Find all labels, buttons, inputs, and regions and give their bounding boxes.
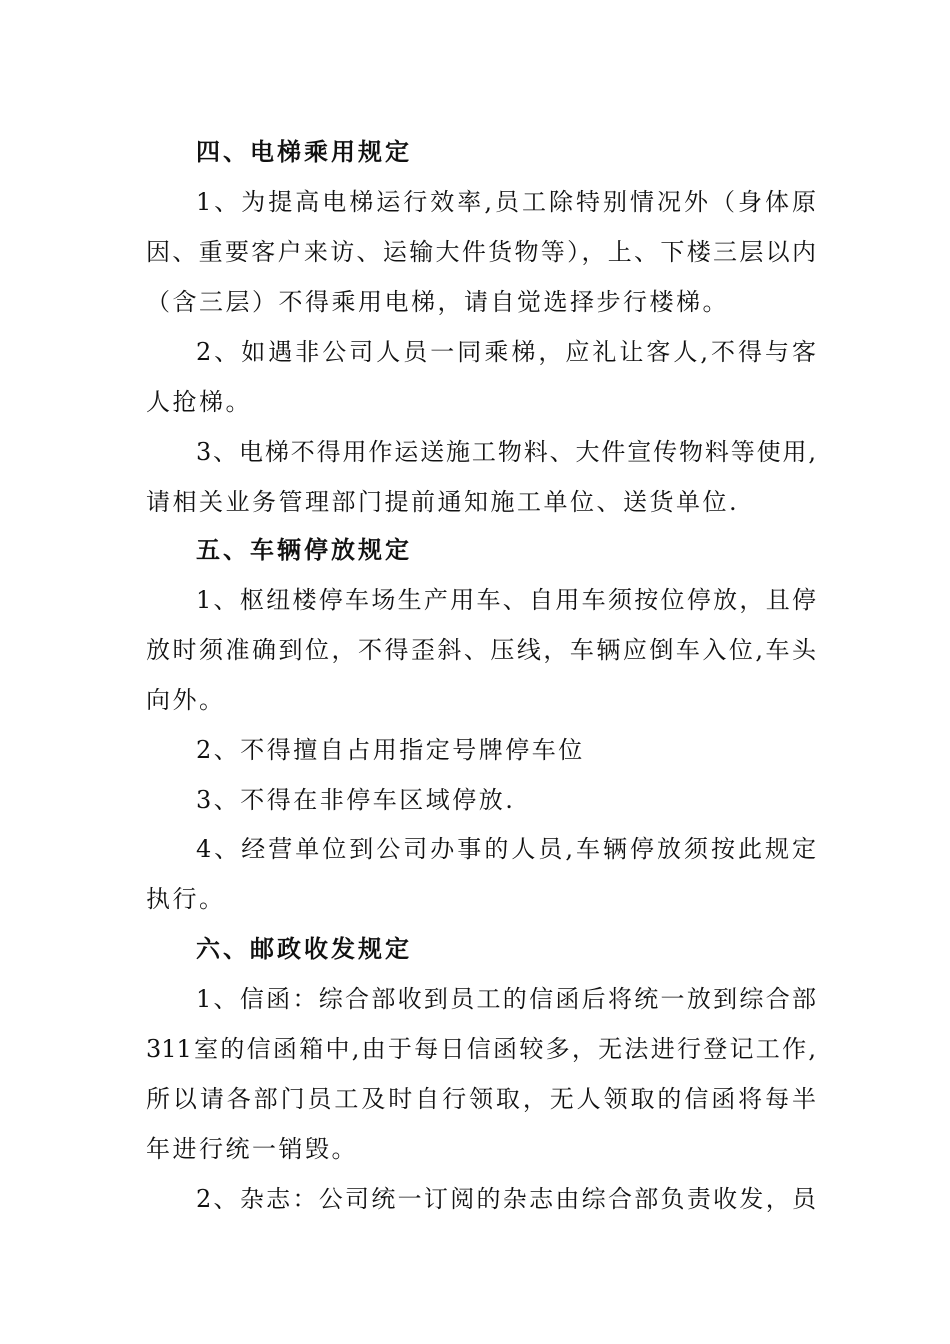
- paragraph-line: 311室的信函箱中,由于每日信函较多，无法进行登记工作,: [146, 1035, 816, 1063]
- paragraph-line: 人抢梯。: [146, 388, 252, 416]
- paragraph-line: 执行。: [146, 885, 226, 913]
- paragraph-line: 3、不得在非停车区域停放.: [196, 786, 516, 814]
- paragraph-line: （含三层）不得乘用电梯，请自觉选择步行楼梯。: [146, 288, 729, 316]
- paragraph-line: 放时须准确到位，不得歪斜、压线，车辆应倒车入位,车头: [146, 636, 816, 664]
- paragraph-line: 2、杂志：公司统一订阅的杂志由综合部负责收发，员: [196, 1185, 816, 1213]
- paragraph-line: 1、为提高电梯运行效率,员工除特别情况外（身体原: [196, 188, 816, 216]
- paragraph-line: 年进行统一销毁。: [146, 1135, 358, 1163]
- paragraph-line: 2、如遇非公司人员一同乘梯，应礼让客人,不得与客: [196, 338, 816, 366]
- section-heading-postal: 六、邮政收发规定: [196, 934, 412, 963]
- paragraph-line: 请相关业务管理部门提前通知施工单位、送货单位.: [146, 488, 740, 516]
- paragraph-line: 因、重要客户来访、运输大件货物等），上、下楼三层以内: [146, 238, 816, 266]
- section-heading-elevator: 四、电梯乘用规定: [196, 137, 412, 166]
- section-heading-parking: 五、车辆停放规定: [196, 535, 412, 564]
- paragraph-line: 所以请各部门员工及时自行领取，无人领取的信函将每半: [146, 1085, 816, 1113]
- paragraph-line: 1、信函：综合部收到员工的信函后将统一放到综合部: [196, 985, 816, 1013]
- paragraph-line: 3、电梯不得用作运送施工物料、大件宣传物料等使用,: [196, 438, 816, 466]
- paragraph-line: 4、经营单位到公司办事的人员,车辆停放须按此规定: [196, 835, 816, 863]
- paragraph-line: 1、枢纽楼停车场生产用车、自用车须按位停放，且停: [196, 586, 816, 614]
- paragraph-line: 向外。: [146, 686, 226, 714]
- paragraph-line: 2、不得擅自占用指定号牌停车位: [196, 736, 585, 764]
